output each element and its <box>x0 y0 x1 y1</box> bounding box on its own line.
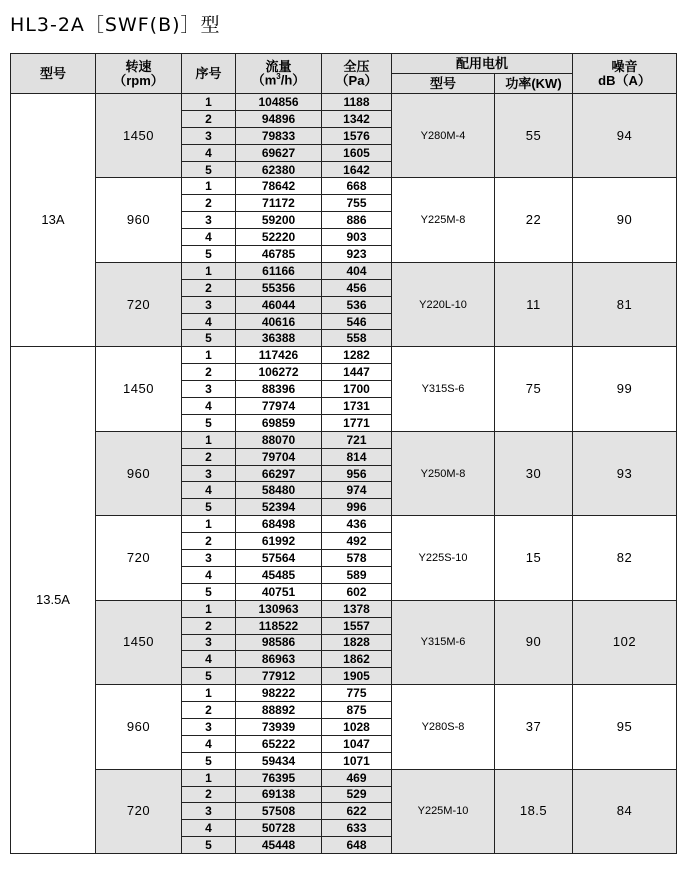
seq-cell: 5 <box>182 330 236 347</box>
flow-cell: 104856 <box>236 94 322 111</box>
motor-model-cell: Y225M-8 <box>392 178 495 262</box>
pressure-cell: 492 <box>322 533 392 550</box>
pressure-cell: 1557 <box>322 617 392 634</box>
motor-model-cell: Y315S-6 <box>392 347 495 431</box>
speed-cell: 1450 <box>96 600 182 684</box>
table-row <box>11 178 677 195</box>
table-row <box>11 94 677 111</box>
seq-cell: 4 <box>182 566 236 583</box>
flow-cell: 76395 <box>236 769 322 786</box>
seq-cell: 4 <box>182 313 236 330</box>
header-seq: 序号 <box>182 54 236 94</box>
flow-cell: 57508 <box>236 803 322 820</box>
flow-cell: 69859 <box>236 414 322 431</box>
flow-cell: 45485 <box>236 566 322 583</box>
seq-cell: 4 <box>182 820 236 837</box>
header-speed-unit: （rpm） <box>113 72 164 88</box>
model-cell: 13A <box>11 94 96 347</box>
table-row <box>11 600 677 617</box>
flow-cell: 69138 <box>236 786 322 803</box>
pressure-cell: 529 <box>322 786 392 803</box>
motor-model-cell: Y225M-10 <box>392 769 495 853</box>
motor-power-cell: 11 <box>495 262 573 346</box>
pressure-cell: 775 <box>322 685 392 702</box>
flow-cell: 66297 <box>236 465 322 482</box>
seq-cell: 1 <box>182 347 236 364</box>
header-pressure-unit: （Pa） <box>335 72 378 88</box>
pressure-cell: 814 <box>322 448 392 465</box>
pressure-cell: 1905 <box>322 668 392 685</box>
flow-cell: 88070 <box>236 431 322 448</box>
pressure-cell: 456 <box>322 279 392 296</box>
seq-cell: 2 <box>182 533 236 550</box>
seq-cell: 2 <box>182 195 236 212</box>
seq-cell: 2 <box>182 110 236 127</box>
noise-cell: 99 <box>573 347 677 431</box>
seq-cell: 1 <box>182 94 236 111</box>
flow-cell: 94896 <box>236 110 322 127</box>
pressure-cell: 622 <box>322 803 392 820</box>
pressure-cell: 755 <box>322 195 392 212</box>
flow-cell: 61992 <box>236 533 322 550</box>
flow-cell: 61166 <box>236 262 322 279</box>
pressure-cell: 1642 <box>322 161 392 178</box>
pressure-cell: 578 <box>322 550 392 567</box>
seq-cell: 2 <box>182 617 236 634</box>
motor-power-cell: 30 <box>495 431 573 515</box>
speed-cell: 1450 <box>96 94 182 178</box>
pressure-cell: 875 <box>322 702 392 719</box>
pressure-cell: 469 <box>322 769 392 786</box>
motor-model-cell: Y220L-10 <box>392 262 495 346</box>
page-title: HL3-2A［SWF(B)］型 <box>10 14 221 36</box>
flow-cell: 40616 <box>236 313 322 330</box>
flow-cell: 46044 <box>236 296 322 313</box>
flow-cell: 118522 <box>236 617 322 634</box>
seq-cell: 3 <box>182 465 236 482</box>
flow-cell: 73939 <box>236 718 322 735</box>
pressure-cell: 1576 <box>322 127 392 144</box>
pressure-cell: 1828 <box>322 634 392 651</box>
flow-cell: 71172 <box>236 195 322 212</box>
seq-cell: 4 <box>182 398 236 415</box>
pressure-cell: 923 <box>322 246 392 263</box>
pressure-cell: 1378 <box>322 600 392 617</box>
flow-cell: 68498 <box>236 516 322 533</box>
seq-cell: 4 <box>182 651 236 668</box>
model-cell: 13.5A <box>11 347 96 854</box>
speed-cell: 960 <box>96 178 182 262</box>
pressure-cell: 1047 <box>322 735 392 752</box>
pressure-cell: 1771 <box>322 414 392 431</box>
seq-cell: 5 <box>182 583 236 600</box>
seq-cell: 5 <box>182 161 236 178</box>
table-header <box>11 54 677 94</box>
seq-cell: 3 <box>182 634 236 651</box>
flow-cell: 36388 <box>236 330 322 347</box>
table-row <box>11 516 677 533</box>
speed-cell: 960 <box>96 685 182 769</box>
seq-cell: 1 <box>182 262 236 279</box>
flow-cell: 52394 <box>236 499 322 516</box>
flow-cell: 98222 <box>236 685 322 702</box>
seq-cell: 4 <box>182 144 236 161</box>
motor-power-cell: 22 <box>495 178 573 262</box>
seq-cell: 1 <box>182 431 236 448</box>
noise-cell: 95 <box>573 685 677 769</box>
seq-cell: 5 <box>182 668 236 685</box>
flow-cell: 59434 <box>236 752 322 769</box>
pressure-cell: 956 <box>322 465 392 482</box>
noise-cell: 94 <box>573 94 677 178</box>
motor-model-cell: Y225S-10 <box>392 516 495 600</box>
pressure-cell: 903 <box>322 229 392 246</box>
speed-cell: 720 <box>96 769 182 853</box>
motor-model-cell: Y280S-8 <box>392 685 495 769</box>
speed-cell: 720 <box>96 262 182 346</box>
flow-cell: 88396 <box>236 381 322 398</box>
flow-cell: 106272 <box>236 364 322 381</box>
noise-cell: 84 <box>573 769 677 853</box>
flow-cell: 77912 <box>236 668 322 685</box>
speed-cell: 720 <box>96 516 182 600</box>
pressure-cell: 1071 <box>322 752 392 769</box>
motor-power-cell: 15 <box>495 516 573 600</box>
flow-cell: 86963 <box>236 651 322 668</box>
seq-cell: 3 <box>182 718 236 735</box>
pressure-cell: 404 <box>322 262 392 279</box>
noise-cell: 93 <box>573 431 677 515</box>
noise-cell: 82 <box>573 516 677 600</box>
noise-cell: 81 <box>573 262 677 346</box>
seq-cell: 2 <box>182 364 236 381</box>
flow-cell: 79704 <box>236 448 322 465</box>
flow-cell: 46785 <box>236 246 322 263</box>
seq-cell: 3 <box>182 127 236 144</box>
pressure-cell: 1605 <box>322 144 392 161</box>
table-row <box>11 431 677 448</box>
table-row <box>11 685 677 702</box>
pressure-cell: 1862 <box>322 651 392 668</box>
pressure-cell: 558 <box>322 330 392 347</box>
seq-cell: 4 <box>182 229 236 246</box>
header-motor-power: 功率(KW) <box>495 74 573 94</box>
table-row <box>11 262 677 279</box>
flow-cell: 55356 <box>236 279 322 296</box>
pressure-cell: 668 <box>322 178 392 195</box>
fan-spec-table <box>10 53 677 854</box>
flow-cell: 130963 <box>236 600 322 617</box>
motor-power-cell: 90 <box>495 600 573 684</box>
pressure-cell: 536 <box>322 296 392 313</box>
flow-cell: 77974 <box>236 398 322 415</box>
seq-cell: 3 <box>182 803 236 820</box>
flow-cell: 57564 <box>236 550 322 567</box>
flow-cell: 52220 <box>236 229 322 246</box>
pressure-cell: 589 <box>322 566 392 583</box>
pressure-cell: 1188 <box>322 94 392 111</box>
seq-cell: 3 <box>182 550 236 567</box>
flow-cell: 45448 <box>236 837 322 854</box>
noise-cell: 90 <box>573 178 677 262</box>
seq-cell: 1 <box>182 769 236 786</box>
seq-cell: 1 <box>182 516 236 533</box>
flow-cell: 117426 <box>236 347 322 364</box>
seq-cell: 2 <box>182 279 236 296</box>
header-noise-unit: dB（A） <box>598 72 651 88</box>
flow-cell: 59200 <box>236 212 322 229</box>
seq-cell: 3 <box>182 296 236 313</box>
header-motor-model: 型号 <box>392 74 495 94</box>
seq-cell: 5 <box>182 837 236 854</box>
seq-cell: 1 <box>182 600 236 617</box>
pressure-cell: 546 <box>322 313 392 330</box>
table-row <box>11 347 677 364</box>
motor-power-cell: 55 <box>495 94 573 178</box>
header-noise: 噪音 dB（A） <box>573 54 677 94</box>
pressure-cell: 974 <box>322 482 392 499</box>
flow-cell: 65222 <box>236 735 322 752</box>
seq-cell: 3 <box>182 212 236 229</box>
pressure-cell: 1342 <box>322 110 392 127</box>
pressure-cell: 886 <box>322 212 392 229</box>
pressure-cell: 436 <box>322 516 392 533</box>
motor-model-cell: Y280M-4 <box>392 94 495 178</box>
pressure-cell: 721 <box>322 431 392 448</box>
pressure-cell: 648 <box>322 837 392 854</box>
speed-cell: 960 <box>96 431 182 515</box>
motor-power-cell: 18.5 <box>495 769 573 853</box>
header-model: 型号 <box>11 54 96 94</box>
flow-cell: 50728 <box>236 820 322 837</box>
seq-cell: 2 <box>182 448 236 465</box>
pressure-cell: 633 <box>322 820 392 837</box>
seq-cell: 2 <box>182 786 236 803</box>
seq-cell: 5 <box>182 246 236 263</box>
header-flow: 流量 $(m^3/h)$ <box>236 54 322 94</box>
pressure-cell: 602 <box>322 583 392 600</box>
flow-cell: 98586 <box>236 634 322 651</box>
flow-cell: 78642 <box>236 178 322 195</box>
header-speed: 转速 （rpm） <box>96 54 182 94</box>
seq-cell: 5 <box>182 499 236 516</box>
seq-cell: 4 <box>182 735 236 752</box>
flow-cell: 88892 <box>236 702 322 719</box>
flow-cell: 40751 <box>236 583 322 600</box>
pressure-cell: 1447 <box>322 364 392 381</box>
table-body <box>11 94 677 854</box>
header-motor: 配用电机 <box>392 54 573 74</box>
motor-power-cell: 37 <box>495 685 573 769</box>
flow-cell: 62380 <box>236 161 322 178</box>
pressure-cell: 1700 <box>322 381 392 398</box>
pressure-cell: 1731 <box>322 398 392 415</box>
pressure-cell: 1282 <box>322 347 392 364</box>
noise-cell: 102 <box>573 600 677 684</box>
seq-cell: 5 <box>182 414 236 431</box>
seq-cell: 5 <box>182 752 236 769</box>
pressure-cell: 1028 <box>322 718 392 735</box>
flow-cell: 69627 <box>236 144 322 161</box>
seq-cell: 2 <box>182 702 236 719</box>
speed-cell: 1450 <box>96 347 182 431</box>
flow-cell: 58480 <box>236 482 322 499</box>
pressure-cell: 996 <box>322 499 392 516</box>
seq-cell: 3 <box>182 381 236 398</box>
flow-cell: 79833 <box>236 127 322 144</box>
header-pressure: 全压 （Pa） <box>322 54 392 94</box>
motor-model-cell: Y315M-6 <box>392 600 495 684</box>
table-row <box>11 769 677 786</box>
motor-power-cell: 75 <box>495 347 573 431</box>
seq-cell: 4 <box>182 482 236 499</box>
seq-cell: 1 <box>182 178 236 195</box>
seq-cell: 1 <box>182 685 236 702</box>
motor-model-cell: Y250M-8 <box>392 431 495 515</box>
